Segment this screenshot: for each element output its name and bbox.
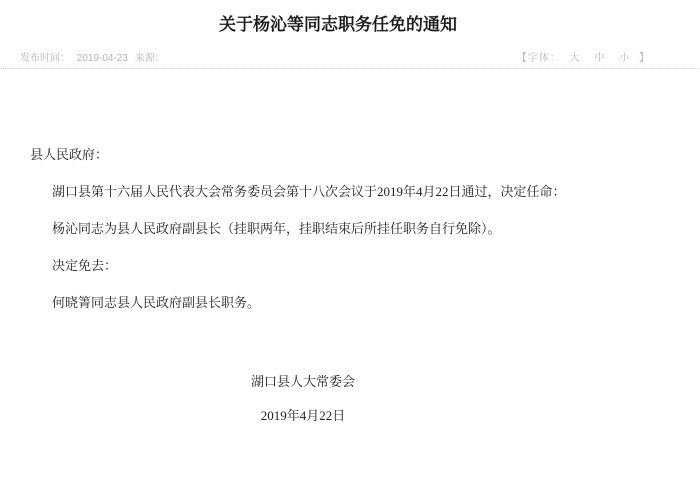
publish-time-label: 发布时间：	[20, 53, 70, 64]
paragraph-removal-detail: 何晓箐同志县人民政府副县长职务。	[52, 295, 261, 310]
salutation: 县人民政府：	[30, 147, 109, 162]
publish-info	[20, 49, 169, 64]
meta-bar	[0, 45, 700, 69]
publish-date: 2019-04-23	[76, 53, 128, 64]
paragraph-appointment-detail: 杨沁同志为县人民政府副县长（挂职两年，挂职结束后所挂任职务自行免除）。	[52, 221, 501, 236]
paragraph-removal-heading: 决定免去：	[52, 258, 118, 273]
signature-organization: 湖口县人大常委会	[250, 374, 355, 389]
font-size-large-button[interactable]: 大	[569, 53, 581, 64]
source-label: 来源：	[134, 53, 165, 64]
font-label-open-bracket: 【字体：	[516, 53, 561, 64]
page-title: 关于杨沁等同志职务任免的通知	[219, 15, 457, 34]
paragraph-appointment-resolution: 湖口县第十六届人民代表大会常务委员会第十八次会议于2019年4月22日通过，决定任命：	[52, 184, 566, 199]
font-size-controls	[517, 49, 650, 64]
document-content	[0, 69, 700, 424]
signature-date: 2019年4月22日	[260, 408, 346, 423]
font-size-medium-button[interactable]: 中	[594, 53, 606, 64]
signature-block	[30, 374, 576, 424]
font-size-small-button[interactable]: 小	[619, 53, 631, 64]
font-label-close-bracket: 】	[639, 53, 650, 64]
